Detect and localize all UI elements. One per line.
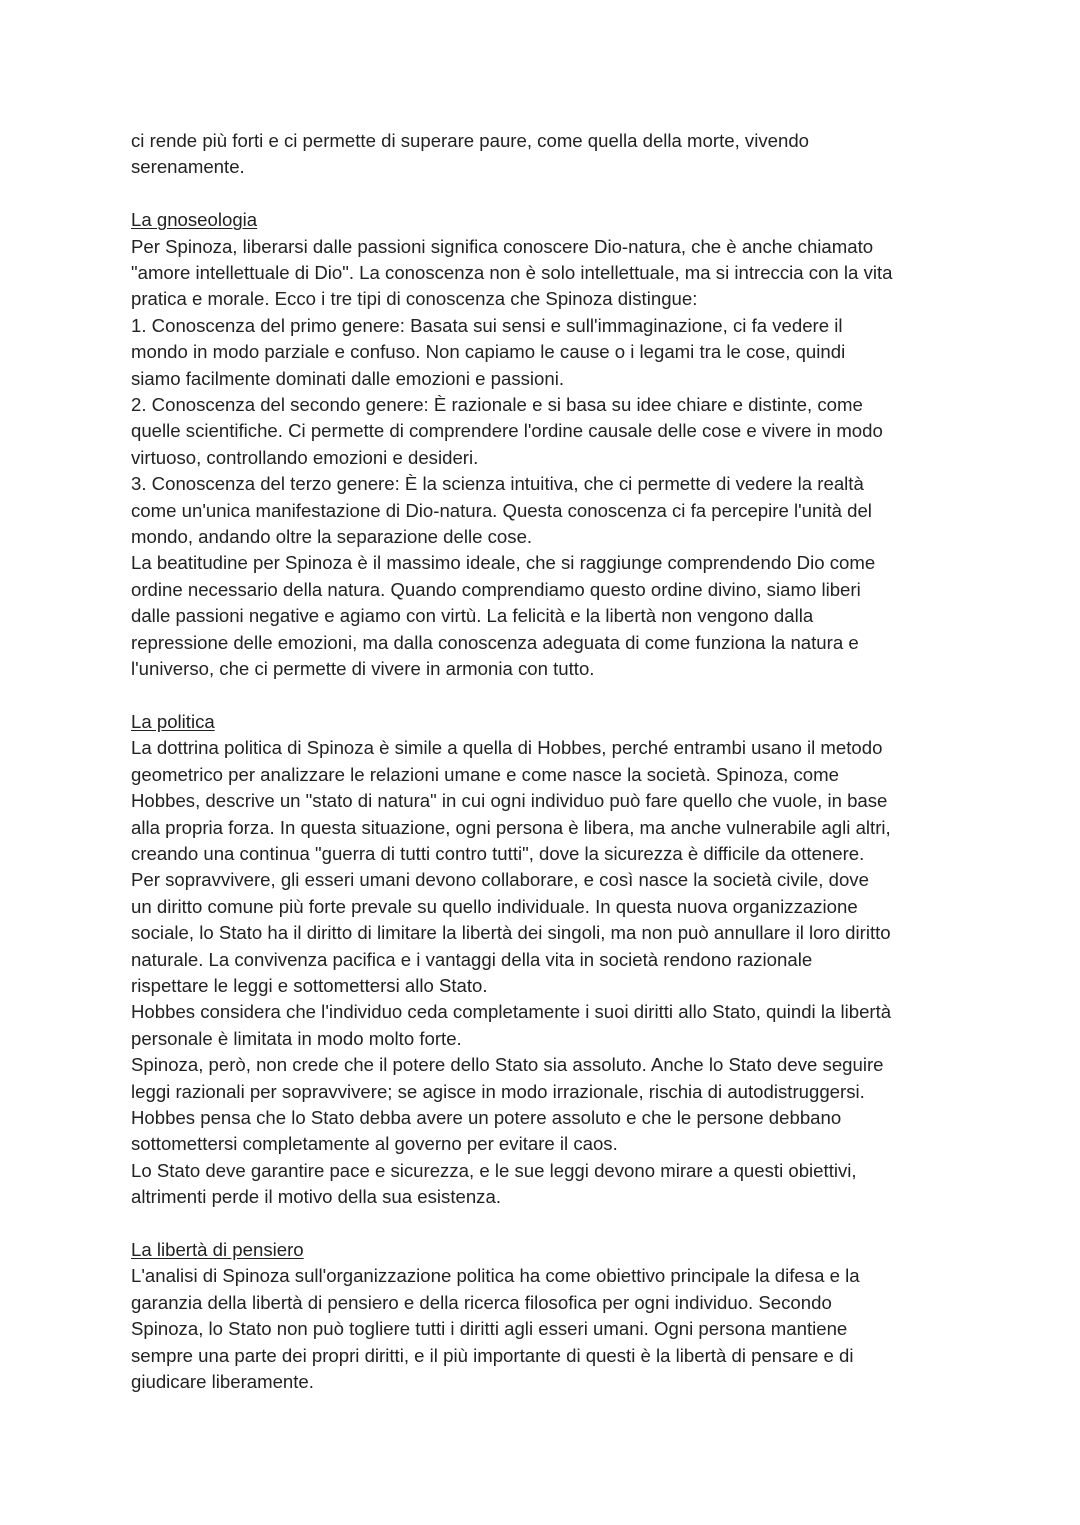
text-line: dalle passioni negative e agiamo con virtù. La felicità e la libertà non vengono dalla bbox=[131, 605, 814, 627]
text-line: L'analisi di Spinoza sull'organizzazione politica ha come obiettivo principale la difesa e la bbox=[131, 1265, 860, 1287]
section-liberta bbox=[131, 1237, 961, 1395]
text-line: ordine necessario della natura. Quando comprendiamo questo ordine divino, siamo liberi bbox=[131, 578, 861, 600]
section-gap bbox=[131, 1211, 961, 1237]
text-line: garanzia della libertà di pensiero e della ricerca filosofica per ogni individuo. Secondo bbox=[131, 1291, 832, 1313]
text-line: sottomettersi completamente al governo per evitare il caos. bbox=[131, 1133, 618, 1155]
section-politica bbox=[131, 709, 961, 1211]
text-line: leggi razionali per sopravvivere; se agisce in modo irrazionale, rischia di autodistruggersi. bbox=[131, 1080, 865, 1102]
text-line: l'universo, che ci permette di vivere in armonia con tutto. bbox=[131, 658, 595, 680]
text-line: 1. Conoscenza del primo genere: Basata sui sensi e sull'immaginazione, ci fa vedere il bbox=[131, 314, 843, 336]
text-line: sociale, lo Stato ha il diritto di limitare la libertà dei singoli, ma non può annullare il loro diritto bbox=[131, 922, 891, 944]
text-line: altrimenti perde il motivo della sua esistenza. bbox=[131, 1186, 501, 1208]
text-line: rispettare le leggi e sottomettersi allo Stato. bbox=[131, 974, 488, 996]
text-line: Lo Stato deve garantire pace e sicurezza, e le sue leggi devono mirare a questi obiettivi, bbox=[131, 1159, 857, 1181]
text-line: quelle scientifiche. Ci permette di comprendere l'ordine causale delle cose e vivere in modo bbox=[131, 420, 883, 442]
text-line: siamo facilmente dominati dalle emozioni e passioni. bbox=[131, 367, 565, 389]
section-gap bbox=[131, 181, 961, 207]
section-body-liberta bbox=[131, 1263, 961, 1395]
section-heading-politica: La politica bbox=[131, 710, 215, 732]
section-gap bbox=[131, 683, 961, 709]
text-line: mondo, andando oltre la separazione delle cose. bbox=[131, 526, 533, 548]
text-line: Hobbes, descrive un "stato di natura" in cui ogni individuo può fare quello che vuole, in base bbox=[131, 790, 888, 812]
text-line: un diritto comune più forte prevale su quello individuale. In questa nuova organizzazione bbox=[131, 895, 858, 917]
text-line: Hobbes considera che l'individuo ceda completamente i suoi diritti allo Stato, quindi la libertà bbox=[131, 1001, 892, 1023]
text-line: Spinoza, lo Stato non può togliere tutti i diritti agli esseri umani. Ogni persona mantiene bbox=[131, 1318, 848, 1340]
text-line: alla propria forza. In questa situazione, ogni persona è libera, ma anche vulnerabile agli altri, bbox=[131, 816, 891, 838]
text-line: repressione delle emozioni, ma dalla conoscenza adeguata di come funziona la natura e bbox=[131, 631, 859, 653]
section-body-gnoseologia bbox=[131, 234, 961, 683]
text-line: Per Spinoza, liberarsi dalle passioni significa conoscere Dio-natura, che è anche chiamato bbox=[131, 235, 874, 257]
section-heading-liberta: La libertà di pensiero bbox=[131, 1239, 304, 1261]
intro-paragraph bbox=[131, 128, 961, 181]
text-line: Per sopravvivere, gli esseri umani devono collaborare, e così nasce la società civile, dove bbox=[131, 869, 869, 891]
text-line: mondo in modo parziale e confuso. Non capiamo le cause o i legami tra le cose, quindi bbox=[131, 341, 846, 363]
text-line: La beatitudine per Spinoza è il massimo ideale, che si raggiunge comprendendo Dio come bbox=[131, 552, 876, 574]
text-line: naturale. La convivenza pacifica e i vantaggi della vita in società rendono razionale bbox=[131, 948, 813, 970]
text-line: La dottrina politica di Spinoza è simile a quella di Hobbes, perché entrambi usano il metodo bbox=[131, 737, 883, 759]
text-line: giudicare liberamente. bbox=[131, 1371, 314, 1393]
text-line: sempre una parte dei propri diritti, e il più importante di questi è la libertà di pensare e di bbox=[131, 1344, 854, 1366]
text-line: pratica e morale. Ecco i tre tipi di conoscenza che Spinoza distingue: bbox=[131, 288, 698, 310]
text-line: Hobbes pensa che lo Stato debba avere un potere assoluto e che le persone debbano bbox=[131, 1107, 842, 1128]
text-line: Spinoza, però, non crede che il potere dello Stato sia assoluto. Anche lo Stato deve seguire bbox=[131, 1054, 884, 1076]
text-line: 3. Conoscenza del terzo genere: È la scienza intuitiva, che ci permette di vedere la realtà bbox=[131, 473, 864, 495]
text-line: come un'unica manifestazione di Dio-natura. Questa conoscenza ci fa percepire l'unità del bbox=[131, 499, 872, 521]
text-line: geometrico per analizzare le relazioni umane e come nasce la società. Spinoza, come bbox=[131, 763, 839, 785]
text-line: creando una continua "guerra di tutti contro tutti", dove la sicurezza è difficile da ottenere. bbox=[131, 842, 865, 864]
text-line: "amore intellettuale di Dio". La conoscenza non è solo intellettuale, ma si intreccia con la vita bbox=[131, 262, 893, 284]
section-body-politica bbox=[131, 735, 961, 1210]
text-line: ci rende più forti e ci permette di superare paure, come quella della morte, vivendo bbox=[131, 130, 809, 151]
section-gnoseologia bbox=[131, 207, 961, 682]
text-line: virtuoso, controllando emozioni e desideri. bbox=[131, 446, 479, 468]
document-page bbox=[131, 128, 961, 1395]
text-line: 2. Conoscenza del secondo genere: È razionale e si basa su idee chiare e distinte, come bbox=[131, 394, 863, 416]
text-line: serenamente. bbox=[131, 156, 245, 178]
section-heading-gnoseologia: La gnoseologia bbox=[131, 209, 258, 231]
text-line: personale è limitata in modo molto forte. bbox=[131, 1027, 462, 1049]
